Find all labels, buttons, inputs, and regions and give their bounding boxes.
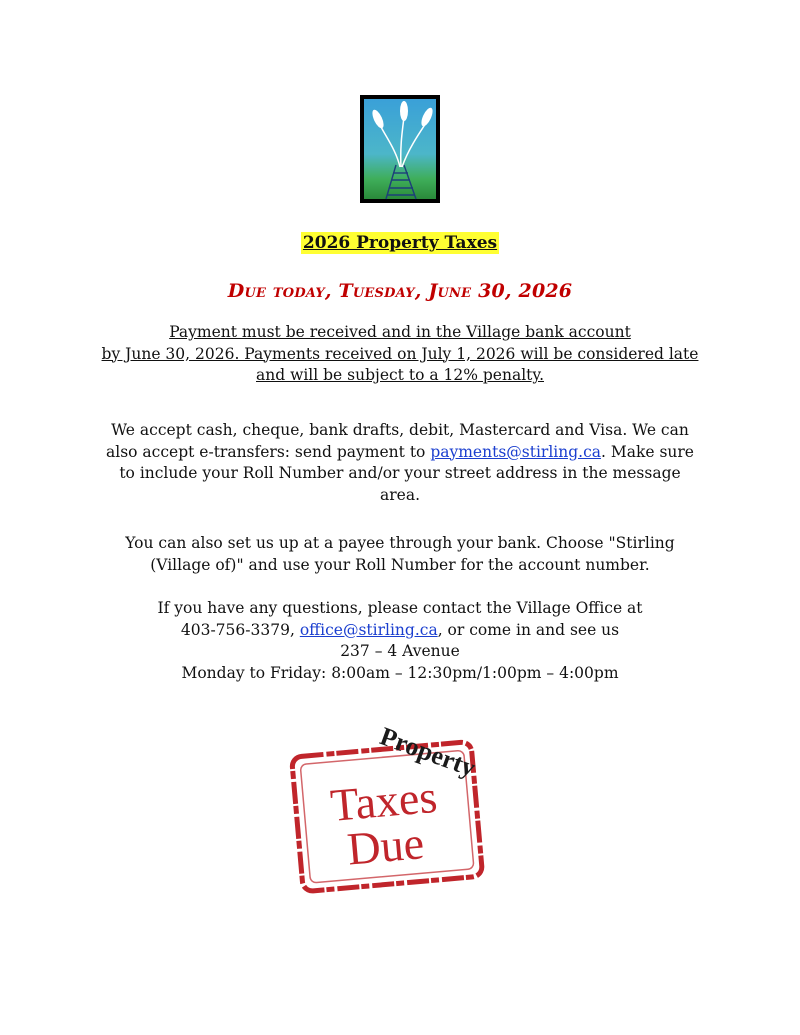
- late-line-1: Payment must be received and in the Village bank account: [169, 323, 631, 341]
- payee-line-2: (Village of)" and use your Roll Number for the account number.: [150, 555, 650, 574]
- stamp-word-taxes: Taxes: [328, 770, 440, 831]
- village-logo: [360, 95, 440, 203]
- accept-line-1: We accept cash, cheque, bank drafts, debit, Mastercard and Visa. We can: [111, 421, 689, 439]
- contact-phone: 403-756-3379,: [180, 620, 300, 639]
- stamp-word-due: Due: [345, 817, 427, 875]
- title-wrap: [0, 232, 800, 254]
- accept-line-2-tail: . Make sure: [601, 442, 694, 461]
- property-taxes-due-stamp: [285, 720, 515, 895]
- accept-line-2: [90, 442, 710, 464]
- accept-line-2-text: also accept e-transfers: send payment to: [106, 442, 431, 461]
- payment-methods-paragraph: [90, 420, 710, 506]
- late-line-2: by June 30, 2026. Payments received on July 1, 2026 will be considered late: [101, 344, 699, 363]
- office-address: 237 – 4 Avenue: [340, 642, 460, 660]
- page-title: 2026 Property Taxes: [302, 233, 498, 253]
- office-hours: Monday to Friday: 8:00am – 12:30pm/1:00pm – 4:00pm: [181, 663, 619, 682]
- late-payment-notice: [90, 322, 710, 387]
- late-line-3: and will be subject to a 12% penalty.: [256, 366, 544, 384]
- office-email-link[interactable]: office@stirling.ca: [299, 620, 438, 639]
- payee-paragraph: [90, 533, 710, 576]
- contact-line-2-tail: , or come in and see us: [437, 620, 620, 639]
- contact-paragraph: [90, 598, 710, 684]
- due-date-heading: Due today, Tuesday, June 30, 2026: [227, 280, 573, 302]
- stamp-icon: [285, 720, 515, 895]
- wheat-logo-icon: [360, 95, 440, 203]
- accept-line-4: area.: [380, 485, 420, 504]
- contact-line-1: If you have any questions, please contact the Village Office at: [157, 599, 643, 617]
- payments-email-link[interactable]: payments@stirling.ca: [430, 442, 601, 461]
- stamp-word-property: Property: [376, 721, 480, 783]
- accept-line-3: to include your Roll Number and/or your street address in the message: [119, 464, 681, 482]
- payee-line-1: You can also set us up at a payee through your bank. Choose "Stirling: [125, 534, 675, 552]
- contact-line-2: [90, 620, 710, 642]
